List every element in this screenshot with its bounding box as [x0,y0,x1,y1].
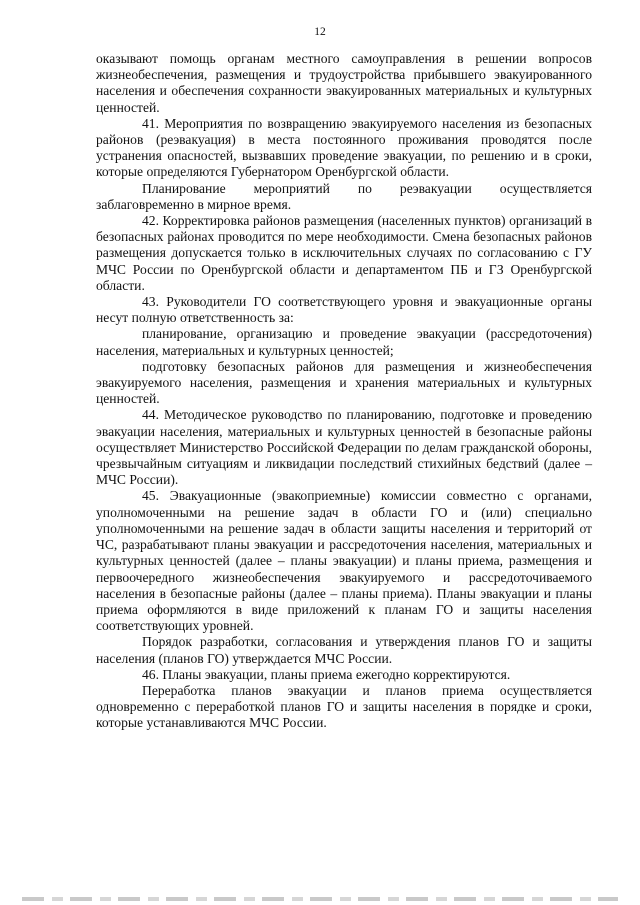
paragraph-46: 46. Планы эвакуации, планы приема ежегодно корректируются. [142,666,511,682]
document-body [96,51,592,732]
paragraph-45: 45. Эвакуационные (эвакоприемные) комиссии совместно с органами, уполномоченными на решение задач в области ГО и (или) специально уполномоченными на решение задач в области защиты населения и территорий от ЧС, разрабатывают планы эвакуации и рассредоточения населения, материальных и культурных ценностей (далее – планы эвакуации) и планы приема, размещения и первоочередного жизнеобеспечения эвакуируемого и рассредоточиваемого населения в безопасные районы (далее – планы приема). Планы эвакуации и планы приема оформляются в виде приложений к планам ГО и защиты населения соответствующих уровней. [96,488,592,634]
paragraph-41: 41. Мероприятия по возвращению эвакуируемого населения из безопасных районов (реэвакуация) в места постоянного проживания проводятся после устранения опасностей, вызвавших проведение эвакуации, по решению и в сроки, которые определяются Губернатором Оренбургской области. [96,115,592,180]
paragraph-continuation: оказывают помощь органам местного самоуправления в решении вопросов жизнеобеспечения, размещения и трудоустройства прибывшего эвакуированного населения и обеспечения сохранности эвакуированных материальных и культурных ценностей. [96,51,592,115]
paragraph-43-item-planning: планирование, организацию и проведение эвакуации (рассредоточения) населения, материальных и культурных ценностей; [96,326,592,358]
page-number: 12 [314,26,326,38]
paragraph-plan-approval: Порядок разработки, согласования и утверждения планов ГО и защиты населения (планов ГО) утверждается МЧС России. [96,634,592,666]
scan-artifact-strip [22,897,618,901]
paragraph-43: 43. Руководители ГО соответствующего уровня и эвакуационные органы несут полную ответственность за: [96,294,592,326]
paragraph-42: 42. Корректировка районов размещения (населенных пунктов) организаций в безопасных районах проводится по мере необходимости. Смена безопасных районов размещения допускается только в исключительных случаях по согласованию с ГУ МЧС России по Оренбургской области и департаментом ПБ и ГЗ Оренбургской области. [96,213,592,293]
paragraph-plan-revision: Переработка планов эвакуации и планов приема осуществляется одновременно с переработкой планов ГО и защиты населения в порядке и сроки, которые устанавливаются МЧС России. [96,682,592,731]
paragraph-reevacuation-planning: Планирование мероприятий по реэвакуации осуществляется заблаговременно в мирное время. [96,180,592,212]
paragraph-43-item-preparation: подготовку безопасных районов для размещения и жизнеобеспечения эвакуируемого населения, размещения и хранения материальных и культурных ценностей. [96,358,592,407]
paragraph-44: 44. Методическое руководство по планированию, подготовке и проведению эвакуации населения, материальных и культурных ценностей в безопасные районы осуществляет Министерство Российской Федерации по делам гражданской обороны, чрезвычайным ситуациям и ликвидации последствий стихийных бедствий (далее – МЧС России). [96,407,592,488]
